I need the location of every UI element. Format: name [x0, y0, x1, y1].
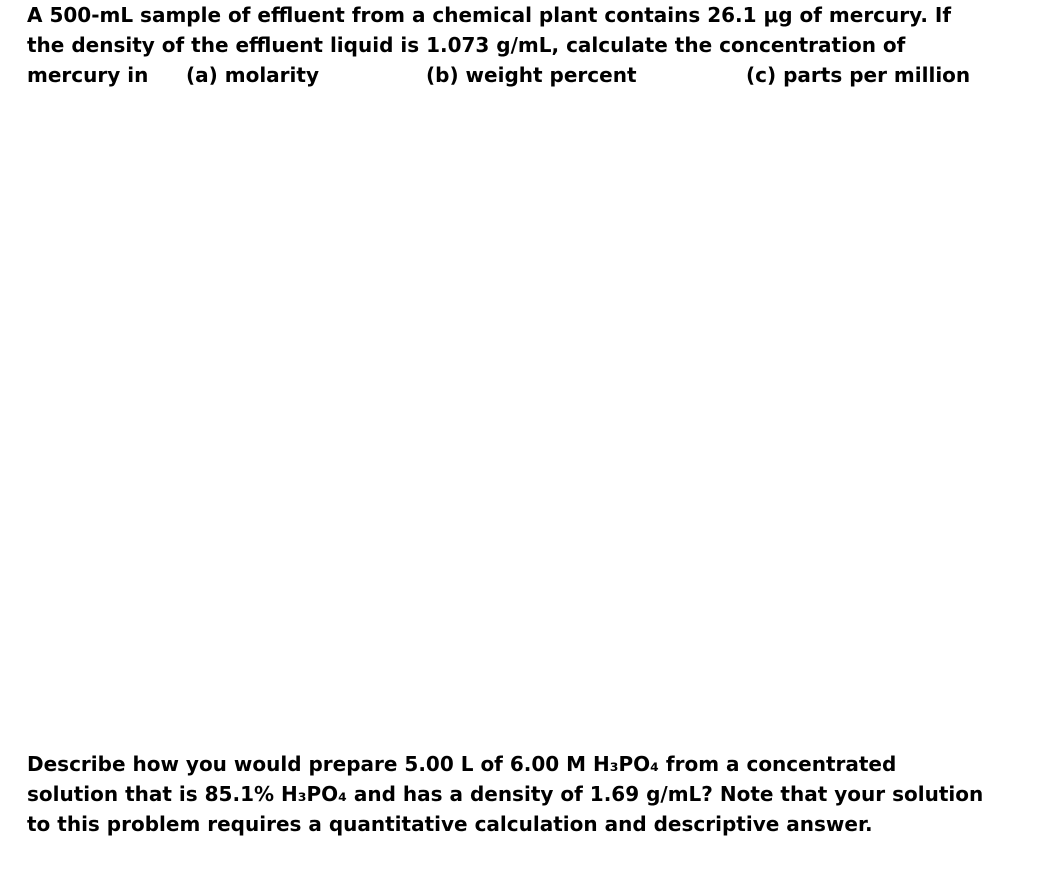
problem-1-line-3-lead: mercury in	[27, 63, 149, 87]
problem-mercury-concentration	[27, 0, 971, 90]
problem-phosphoric-acid-dilution	[27, 749, 983, 839]
problem-1-line-1: A 500-mL sample of effluent from a chemical plant contains 26.1 μg of mercury. If	[27, 3, 952, 27]
part-b-weight-percent: (b) weight percent	[426, 63, 637, 87]
problem-2-line-3: to this problem requires a quantitative calculation and descriptive answer.	[27, 812, 873, 836]
part-c-parts-per-million: (c) parts per million	[746, 63, 971, 87]
problem-2-line-1: Describe how you would prepare 5.00 L of 6.00 M H₃PO₄ from a concentrated	[27, 752, 897, 776]
problem-1-line-2: the density of the effluent liquid is 1.073 g/mL, calculate the concentration of	[27, 33, 906, 57]
problem-1-line-3	[27, 60, 971, 90]
problem-2-line-2: solution that is 85.1% H₃PO₄ and has a density of 1.69 g/mL? Note that your solution	[27, 782, 984, 806]
part-a-molarity: (a) molarity	[186, 63, 319, 87]
